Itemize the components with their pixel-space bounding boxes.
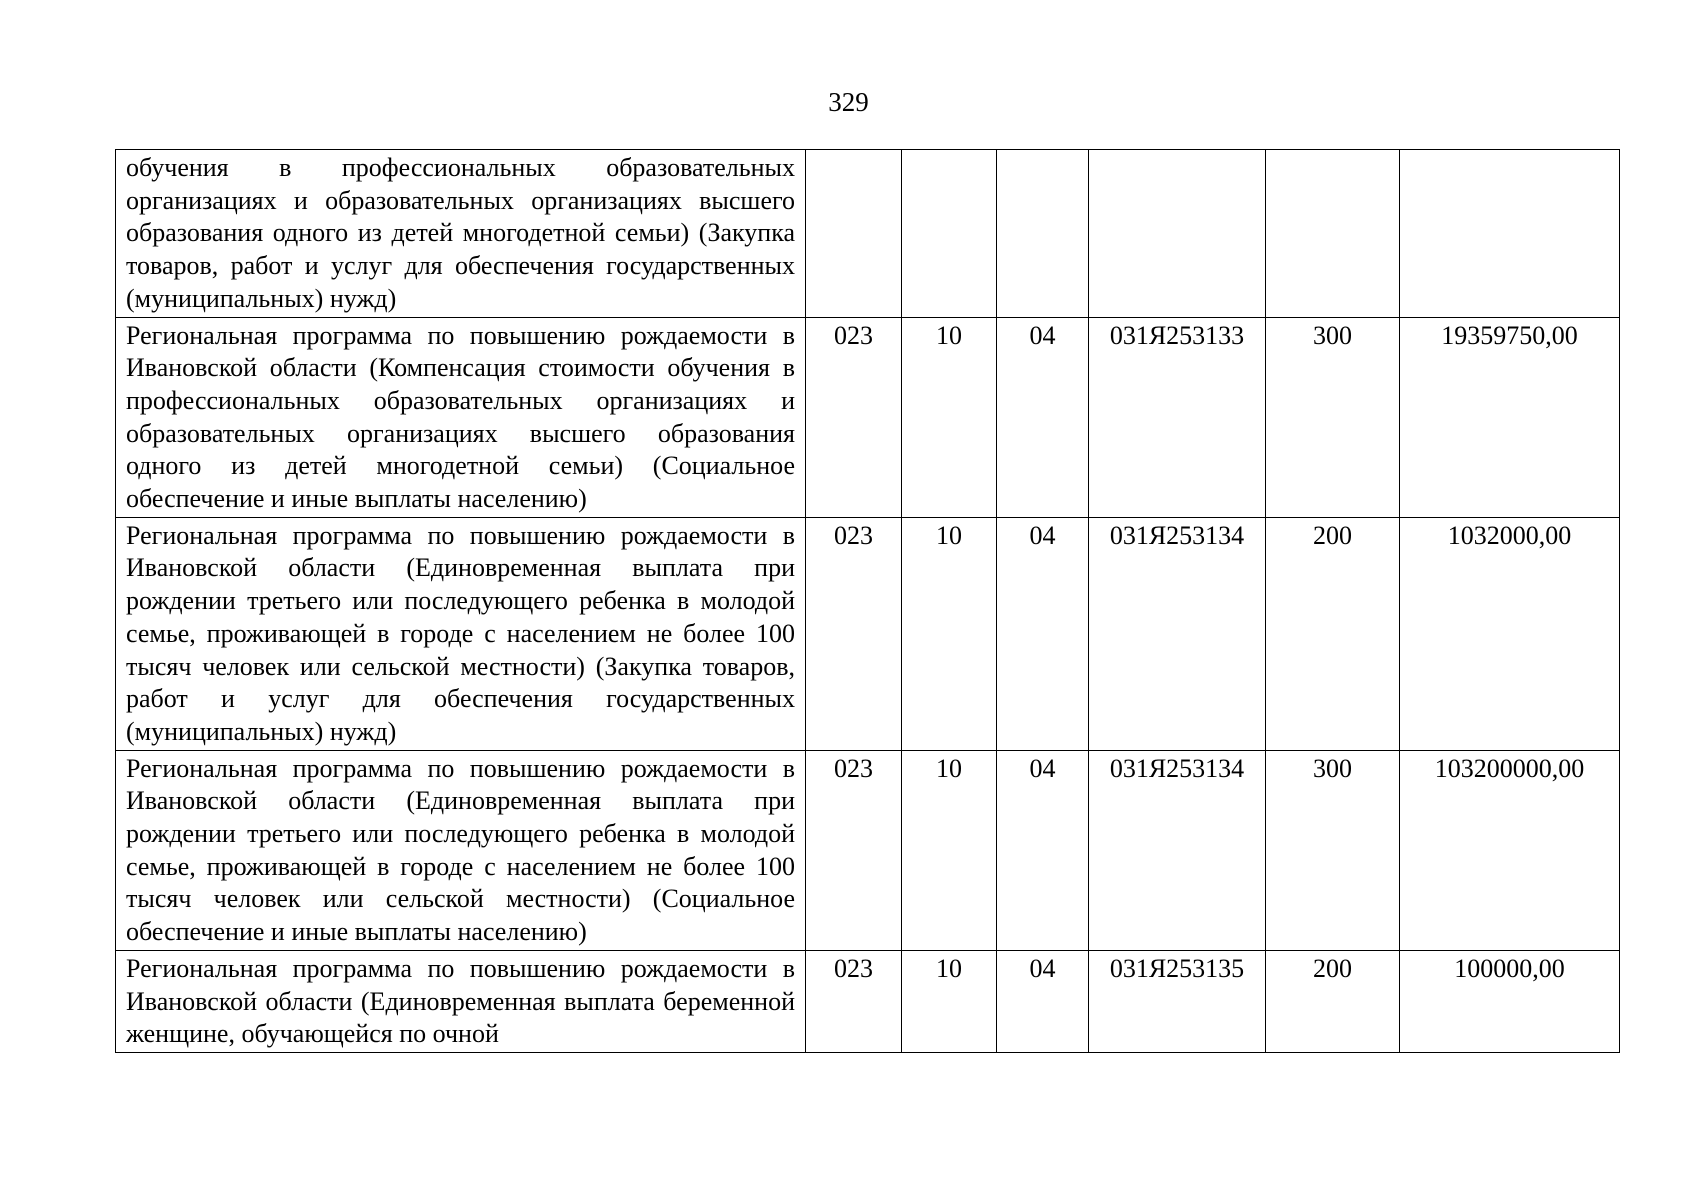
section-code: 10 xyxy=(902,317,997,517)
table-row xyxy=(116,750,1620,950)
section-code: 10 xyxy=(902,950,997,1052)
budget-table xyxy=(115,149,1620,1053)
subsection-code xyxy=(997,150,1089,318)
amount: 103200000,00 xyxy=(1400,750,1620,950)
target-article-code: 031Я253135 xyxy=(1089,950,1266,1052)
amount: 1032000,00 xyxy=(1400,517,1620,750)
section-code: 10 xyxy=(902,750,997,950)
amount: 100000,00 xyxy=(1400,950,1620,1052)
row-description: Региональная программа по повышению рождаемости в Ивановской области (Единовременная выплата беременной женщине, обучающейся по очной xyxy=(116,950,806,1052)
subsection-code: 04 xyxy=(997,950,1089,1052)
grbs-code: 023 xyxy=(806,750,902,950)
table-row xyxy=(116,317,1620,517)
grbs-code: 023 xyxy=(806,517,902,750)
grbs-code: 023 xyxy=(806,317,902,517)
amount: 19359750,00 xyxy=(1400,317,1620,517)
subsection-code: 04 xyxy=(997,750,1089,950)
target-article-code xyxy=(1089,150,1266,318)
amount xyxy=(1400,150,1620,318)
expense-type-code: 300 xyxy=(1266,750,1400,950)
expense-type-code: 200 xyxy=(1266,950,1400,1052)
table-row xyxy=(116,950,1620,1052)
target-article-code: 031Я253134 xyxy=(1089,517,1266,750)
table-row xyxy=(116,517,1620,750)
grbs-code xyxy=(806,150,902,318)
target-article-code: 031Я253133 xyxy=(1089,317,1266,517)
table-row xyxy=(116,150,1620,318)
expense-type-code xyxy=(1266,150,1400,318)
section-code xyxy=(902,150,997,318)
page-number: 329 xyxy=(828,87,869,117)
subsection-code: 04 xyxy=(997,517,1089,750)
grbs-code: 023 xyxy=(806,950,902,1052)
row-description: Региональная программа по повышению рождаемости в Ивановской области (Единовременная выплата при рождении третьего или последующего ребенка в молодой семье, проживающей в городе с населением не более 100 тысяч человек или сельской местности) (Закупка товаров, работ и услуг для обеспечения государственных (муниципальных) нужд) xyxy=(116,517,806,750)
row-description: Региональная программа по повышению рождаемости в Ивановской области (Компенсация стоимости обучения в профессиональных образовательных организациях и образовательных организациях высшего образования одного из детей многодетной семьи) (Социальное обеспечение и иные выплаты населению) xyxy=(116,317,806,517)
section-code: 10 xyxy=(902,517,997,750)
target-article-code: 031Я253134 xyxy=(1089,750,1266,950)
expense-type-code: 200 xyxy=(1266,517,1400,750)
subsection-code: 04 xyxy=(997,317,1089,517)
expense-type-code: 300 xyxy=(1266,317,1400,517)
row-description: Региональная программа по повышению рождаемости в Ивановской области (Единовременная выплата при рождении третьего или последующего ребенка в молодой семье, проживающей в городе с населением не более 100 тысяч человек или сельской местности) (Социальное обеспечение и иные выплаты населению) xyxy=(116,750,806,950)
row-description: обучения в профессиональных образовательных организациях и образовательных организациях высшего образования одного из детей многодетной семьи) (Закупка товаров, работ и услуг для обеспечения государственных (муниципальных) нужд) xyxy=(116,150,806,318)
